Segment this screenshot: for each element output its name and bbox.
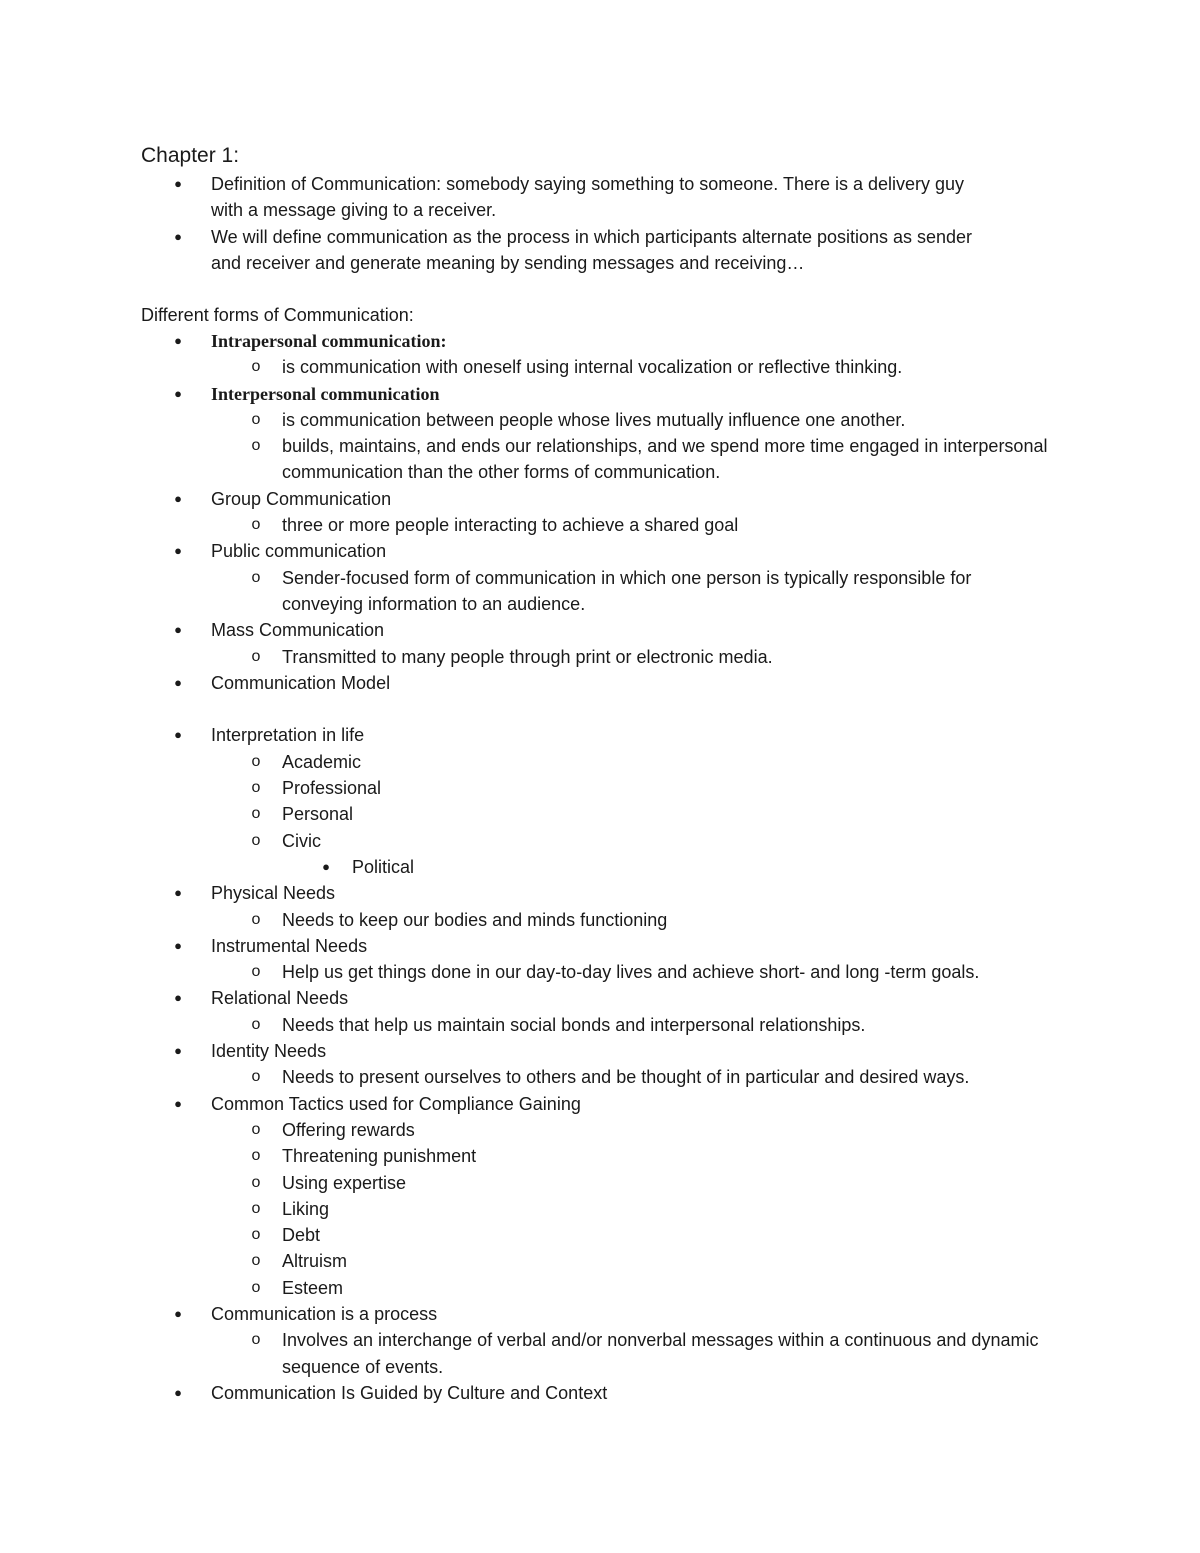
list-item bbox=[0, 775, 1200, 801]
relational-point: Needs that help us maintain social bonds and interpersonal relationships. bbox=[282, 1014, 866, 1035]
circle-bullet-icon: o bbox=[251, 1226, 261, 1244]
circle-bullet-icon: o bbox=[251, 963, 261, 981]
chapter-heading: Chapter 1: bbox=[141, 144, 240, 167]
list-item bbox=[0, 1196, 1200, 1222]
list-item bbox=[0, 828, 1200, 854]
tactics-point: Using expertise bbox=[282, 1172, 407, 1193]
intrapersonal-label: Intrapersonal communication: bbox=[211, 331, 447, 351]
circle-bullet-icon: o bbox=[251, 358, 261, 376]
bullet-icon: ● bbox=[174, 1305, 182, 1321]
list-item bbox=[0, 1117, 1200, 1143]
circle-bullet-icon: o bbox=[251, 568, 261, 586]
bullet-icon: ● bbox=[174, 228, 182, 244]
interpersonal-label: Interpersonal communication bbox=[211, 383, 440, 404]
public-label: Public communication bbox=[211, 541, 387, 562]
list-item bbox=[0, 617, 1200, 643]
circle-bullet-icon: o bbox=[251, 1015, 261, 1033]
forms-heading: Different forms of Communication: bbox=[141, 305, 414, 325]
list-item bbox=[0, 328, 1200, 354]
list-item bbox=[0, 171, 1200, 224]
tactics-label: Common Tactics used for Compliance Gaining bbox=[211, 1093, 581, 1114]
bullet-icon: ● bbox=[174, 885, 182, 901]
public-point: Sender-focused form of communication in which one person is typically responsible for conveying information to an audience. bbox=[282, 567, 972, 614]
physical-point: Needs to keep our bodies and minds functioning bbox=[282, 909, 668, 930]
list-item bbox=[0, 1275, 1200, 1301]
identity-label: Identity Needs bbox=[211, 1041, 327, 1062]
list-item bbox=[0, 354, 1200, 380]
mass-point: Transmitted to many people through print or electronic media. bbox=[282, 646, 773, 667]
list-item bbox=[0, 985, 1200, 1011]
list-item bbox=[0, 907, 1200, 933]
bullet-icon: ● bbox=[174, 543, 182, 559]
list-item bbox=[0, 1380, 1200, 1406]
group-point: three or more people interacting to achieve a shared goal bbox=[282, 515, 739, 536]
process-label: Communication is a process bbox=[211, 1303, 438, 1324]
list-item bbox=[0, 512, 1200, 538]
tactics-point: Offering rewards bbox=[282, 1119, 415, 1140]
list-item bbox=[0, 1327, 1200, 1380]
instrumental-point: Help us get things done in our day-to-day lives and achieve short- and long -term goals. bbox=[282, 962, 980, 983]
identity-point: Needs to present ourselves to others and be thought of in particular and desired ways. bbox=[282, 1067, 970, 1088]
list-item bbox=[0, 959, 1200, 985]
intro-definition: Definition of Communication: somebody saying something to someone. There is a delivery guy with a message giving to a receiver. bbox=[211, 174, 965, 221]
list-item bbox=[0, 407, 1200, 433]
list-item bbox=[0, 1143, 1200, 1169]
culture-label: Communication Is Guided by Culture and Context bbox=[211, 1382, 608, 1403]
list-item bbox=[0, 538, 1200, 564]
interpretation-label: Interpretation in life bbox=[211, 725, 365, 746]
list-item bbox=[0, 722, 1200, 748]
list-item bbox=[0, 381, 1200, 407]
group-label: Group Communication bbox=[211, 488, 392, 509]
circle-bullet-icon: o bbox=[251, 647, 261, 665]
list-item bbox=[0, 1012, 1200, 1038]
list-item bbox=[0, 1038, 1200, 1064]
list-item bbox=[0, 644, 1200, 670]
bullet-icon: ● bbox=[174, 333, 182, 348]
tactics-point: Esteem bbox=[282, 1277, 344, 1298]
blank-line bbox=[0, 696, 1200, 722]
list-item bbox=[0, 880, 1200, 906]
bullet-icon: ● bbox=[174, 1095, 182, 1111]
circle-bullet-icon: o bbox=[251, 779, 261, 797]
tactics-point: Altruism bbox=[282, 1251, 348, 1272]
intro-list bbox=[0, 171, 1200, 276]
circle-bullet-icon: o bbox=[251, 516, 261, 534]
circle-bullet-icon: o bbox=[251, 831, 261, 849]
list-item bbox=[0, 486, 1200, 512]
model-label: Communication Model bbox=[211, 672, 391, 693]
interpretation-point: Professional bbox=[282, 778, 382, 799]
list-item bbox=[0, 801, 1200, 827]
bullet-icon: ● bbox=[174, 937, 182, 953]
interpretation-point: Academic bbox=[282, 751, 362, 772]
instrumental-label: Instrumental Needs bbox=[211, 935, 368, 956]
relational-label: Relational Needs bbox=[211, 988, 349, 1009]
bullet-icon: ● bbox=[174, 385, 182, 401]
circle-bullet-icon: o bbox=[251, 910, 261, 928]
interpersonal-point: is communication between people whose lives mutually influence one another. bbox=[282, 409, 906, 430]
interpretation-point: Civic bbox=[282, 830, 321, 851]
list-item bbox=[0, 854, 1200, 880]
bullet-icon: ● bbox=[174, 176, 182, 191]
bullet-icon: ● bbox=[174, 1043, 182, 1059]
circle-bullet-icon: o bbox=[251, 437, 261, 455]
circle-bullet-icon: o bbox=[251, 410, 261, 428]
intro-process: We will define communication as the process in which participants alternate positions as sender and receiver and generate meaning by sending messages and receiving… bbox=[211, 226, 973, 273]
circle-bullet-icon: o bbox=[251, 1331, 261, 1349]
circle-bullet-icon: o bbox=[251, 1068, 261, 1086]
tactics-point: Liking bbox=[282, 1198, 330, 1219]
circle-bullet-icon: o bbox=[251, 1278, 261, 1296]
bullet-icon: ● bbox=[322, 858, 330, 874]
circle-bullet-icon: o bbox=[251, 1199, 261, 1217]
tactics-point: Debt bbox=[282, 1225, 321, 1246]
bullet-icon: ● bbox=[174, 1384, 182, 1400]
tactics-point: Threatening punishment bbox=[282, 1146, 477, 1167]
bullet-icon: ● bbox=[174, 727, 182, 743]
bullet-icon: ● bbox=[174, 990, 182, 1006]
bullet-icon: ● bbox=[174, 674, 182, 690]
interpersonal-point: builds, maintains, and ends our relationships, and we spend more time engaged in interpersonal communication than the other forms of communication. bbox=[282, 436, 1048, 483]
bullet-icon: ● bbox=[174, 622, 182, 638]
list-item bbox=[0, 224, 1200, 277]
circle-bullet-icon: o bbox=[251, 1120, 261, 1138]
circle-bullet-icon: o bbox=[251, 1147, 261, 1165]
list-item bbox=[0, 1222, 1200, 1248]
forms-list bbox=[0, 328, 1200, 1406]
civic-sub-point: Political bbox=[352, 856, 415, 877]
bullet-icon: ● bbox=[174, 490, 182, 506]
mass-label: Mass Communication bbox=[211, 620, 385, 641]
circle-bullet-icon: o bbox=[251, 1252, 261, 1270]
circle-bullet-icon: o bbox=[251, 1173, 261, 1191]
list-item bbox=[0, 1170, 1200, 1196]
list-item bbox=[0, 1301, 1200, 1327]
list-item bbox=[0, 670, 1200, 696]
circle-bullet-icon: o bbox=[251, 805, 261, 823]
process-point: Involves an interchange of verbal and/or nonverbal messages within a continuous and dynamic sequence of events. bbox=[282, 1330, 1039, 1377]
list-item bbox=[0, 749, 1200, 775]
list-item bbox=[0, 433, 1200, 486]
physical-label: Physical Needs bbox=[211, 883, 336, 904]
list-item bbox=[0, 1091, 1200, 1117]
intrapersonal-point: is communication with oneself using internal vocalization or reflective thinking. bbox=[282, 357, 903, 378]
list-item bbox=[0, 1248, 1200, 1274]
circle-bullet-icon: o bbox=[251, 752, 261, 770]
interpretation-point: Personal bbox=[282, 804, 354, 825]
list-item bbox=[0, 565, 1200, 618]
list-item bbox=[0, 1064, 1200, 1090]
list-item bbox=[0, 933, 1200, 959]
